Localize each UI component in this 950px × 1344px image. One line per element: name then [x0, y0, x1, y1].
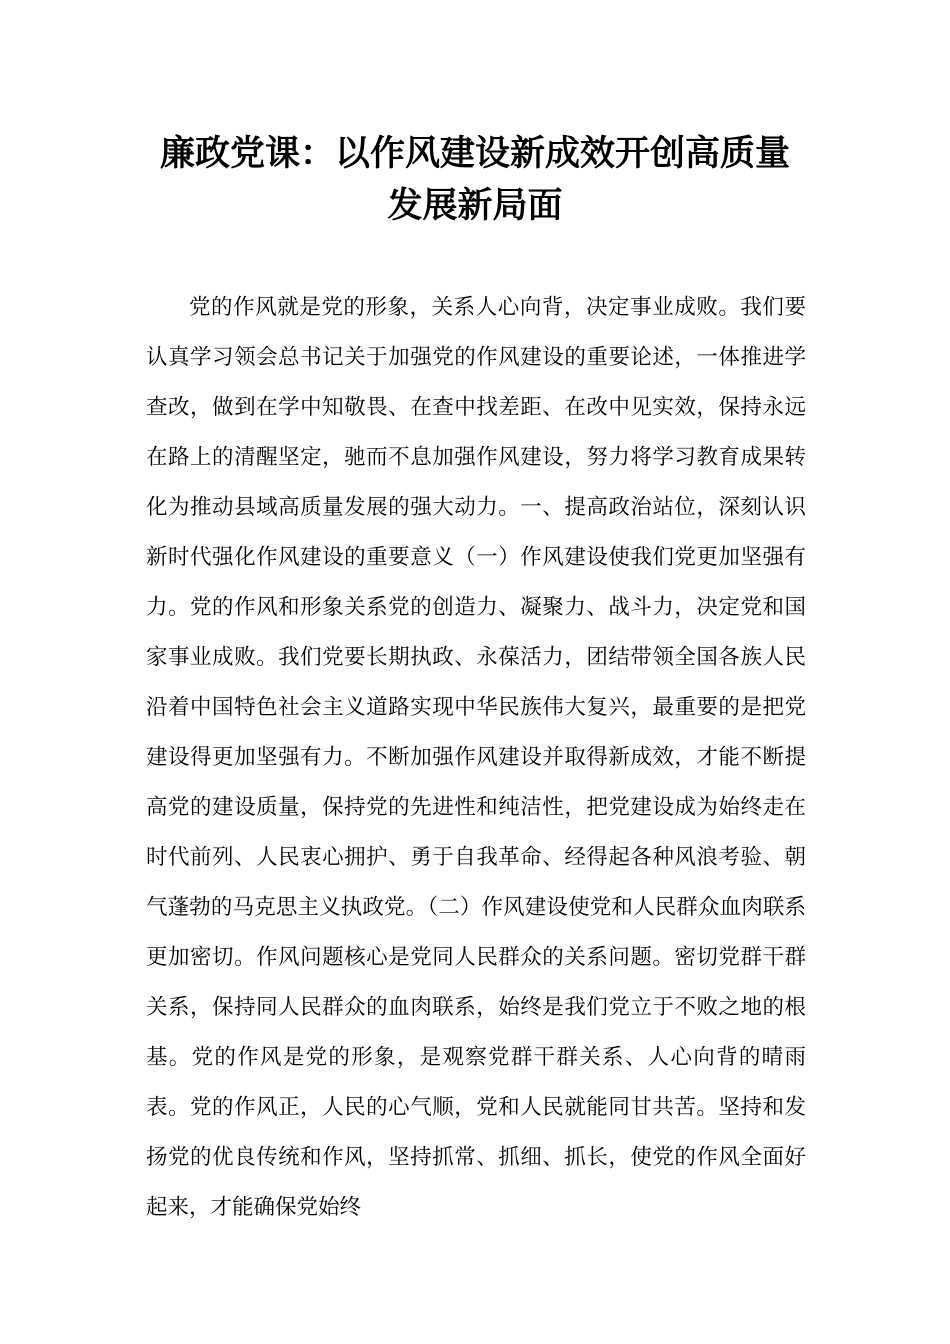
document-title [140, 128, 810, 232]
title-line-1: 廉政党课：以作风建设新成效开创高质量 [159, 134, 790, 174]
title-line-2: 发展新局面 [387, 186, 563, 226]
body-paragraph: 党的作风就是党的形象，关系人心向背，决定事业成败。我们要认真学习领会总书记关于加强党的作风建设的重要论述，一体推进学查改，做到在学中知敬畏、在查中找差距、在改中见实效，保持永远在路上的清醒坚定，驰而不息加强作风建设，努力将学习教育成果转化为推动县域高质量发展的强大动力。一、提高政治站位，深刻认识新时代强化作风建设的重要意义（一）作风建设使我们党更加坚强有力。党的作风和形象关系党的创造力、凝聚力、战斗力，决定党和国家事业成败。我们党要长期执政、永葆活力，团结带领全国各族人民沿着中国特色社会主义道路实现中华民族伟大复兴，最重要的是把党建设得更加坚强有力。不断加强作风建设并取得新成效，才能不断提高党的建设质量，保持党的先进性和纯洁性，把党建设成为始终走在时代前列、人民衷心拥护、勇于自我革命、经得起各种风浪考验、朝气蓬勃的马克思主义执政党。（二）作风建设使党和人民群众血肉联系更加密切。作风问题核心是党同人民群众的关系问题。密切党群干群关系，保持同人民群众的血肉联系，始终是我们党立于不败之地的根基。党的作风是党的形象，是观察党群干群关系、人心向背的晴雨表。党的作风正，人民的心气顺，党和人民就能同甘共苦。坚持和发扬党的优良传统和作风，坚持抓常、抓细、抓长，使党的作风全面好起来，才能确保党始终 [146, 295, 806, 1220]
